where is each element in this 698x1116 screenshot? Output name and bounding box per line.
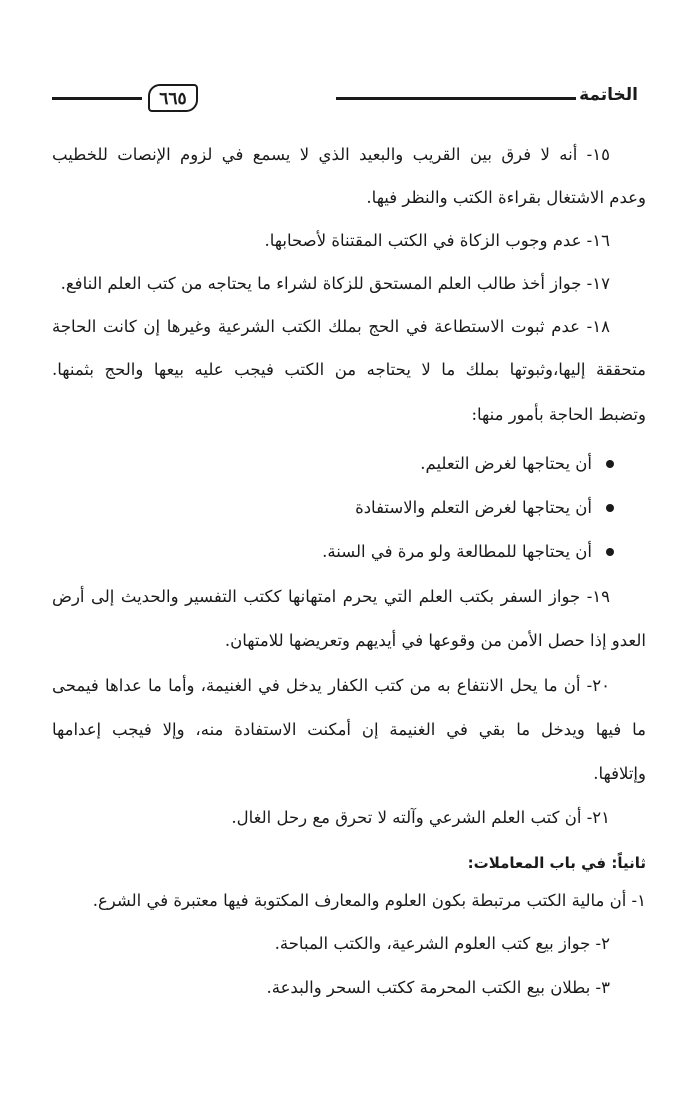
text-line: متحققة إليها،وثبوتها بملك ما لا يحتاجه من الكتب فيجب عليه بيعها والحج بثمنها. (52, 360, 646, 379)
page-header (52, 82, 646, 120)
list-item: ٢- جواز بيع كتب العلوم الشرعية، والكتب المباحة. (274, 934, 610, 953)
bullet-item: أن يحتاجها للمطالعة ولو مرة في السنة. (322, 542, 592, 561)
bullet-item: أن يحتاجها لغرض التعلم والاستفادة (355, 498, 592, 517)
bullet-dot (606, 548, 614, 556)
text-line: ١٥- أنه لا فرق بين القريب والبعيد الذي لا يسمع في لزوم الإنصات للخطيب (52, 145, 610, 164)
text-line: وعدم الاشتغال بقراءة الكتب والنظر فيها. (366, 188, 646, 207)
bullet-dot (606, 460, 614, 468)
text-line: وإتلافها. (593, 764, 646, 783)
text-line: العدو إذا حصل الأمن من وقوعها في أيديهم وتعريضها للامتهان. (224, 631, 646, 650)
page-number: ٦٦٥ (148, 84, 198, 112)
text-line: وتضبط الحاجة بأمور منها: (471, 405, 646, 424)
text-line: ١٦- عدم وجوب الزكاة في الكتب المقتناة لأصحابها. (264, 231, 610, 250)
list-item: ٣- بطلان بيع الكتب المحرمة ككتب السحر والبدعة. (266, 978, 610, 997)
text-line: ١٨- عدم ثبوت الاستطاعة في الحج بملك الكتب الشرعية وغيرها إن كانت الحاجة (52, 317, 610, 336)
header-rule-left (52, 97, 142, 100)
bullet-item: أن يحتاجها لغرض التعليم. (420, 454, 592, 473)
text-line: ما فيها ويدخل ما بقي في الغنيمة إن أمكنت الاستفادة منه، وإلا فيجب إعدامها (52, 720, 646, 739)
text-line: ١٧- جواز أخذ طالب العلم المستحق للزكاة لشراء ما يحتاجه من كتب العلم النافع. (60, 274, 610, 293)
bullet-dot (606, 504, 614, 512)
list-item: ١- أن مالية الكتب مرتبطة بكون العلوم والمعارف المكتوبة فيها معتبرة في الشرع. (92, 891, 646, 910)
text-line: ٢٠- أن ما يحل الانتفاع به من كتب الكفار يدخل في الغنيمة، وأما ما عداها فيمحى (52, 676, 610, 695)
text-line: ٢١- أن كتب العلم الشرعي وآلته لا تحرق مع رحل الغال. (231, 808, 610, 827)
section-heading: ثانياً: في باب المعاملات: (467, 854, 646, 872)
text-line: ١٩- جواز السفر بكتب العلم التي يحرم امتهانها ككتب التفسير والحديث إلى أرض (52, 587, 610, 606)
header-rule-right (336, 97, 576, 100)
chapter-title: الخاتمة (579, 85, 638, 105)
